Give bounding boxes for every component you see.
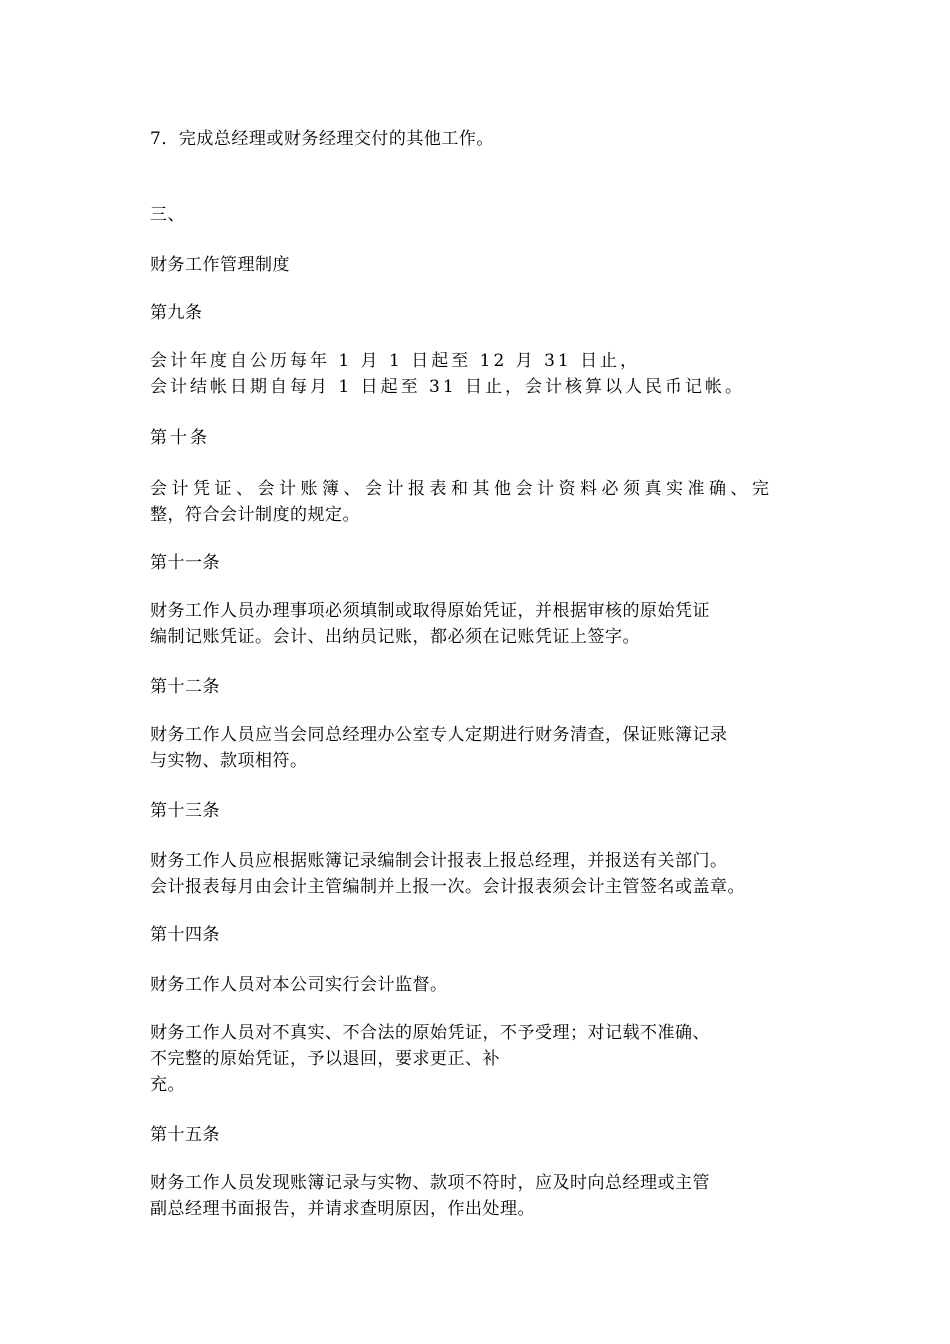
article-15-line-2: 副总经理书面报告，并请求查明原因，作出处理。 — [150, 1199, 535, 1219]
article-14-para2-line-2: 不完整的原始凭证，予以退回，要求更正、补 — [150, 1049, 500, 1069]
item-7-text: 7．完成总经理或财务经理交付的其他工作。 — [150, 129, 494, 149]
article-9-heading: 第九条 — [150, 303, 203, 323]
article-11-line-1: 财务工作人员办理事项必须填制或取得原始凭证，并根据审核的原始凭证 — [150, 601, 710, 621]
article-14-para2-line-3: 充。 — [150, 1075, 185, 1095]
article-15-line-1: 财务工作人员发现账簿记录与实物、款项不符时，应及时向总经理或主管 — [150, 1173, 710, 1193]
section-number: 三、 — [150, 205, 185, 225]
article-15-heading: 第十五条 — [150, 1125, 220, 1145]
article-13-line-2: 会计报表每月由会计主管编制并上报一次。会计报表须会计主管签名或盖章。 — [150, 877, 745, 897]
article-14-para2-line-1: 财务工作人员对不真实、不合法的原始凭证，不予受理；对记载不准确、 — [150, 1023, 710, 1043]
article-11-heading: 第十一条 — [150, 553, 220, 573]
article-13-line-1: 财务工作人员应根据账簿记录编制会计报表上报总经理，并报送有关部门。 — [150, 851, 728, 871]
article-12-line-2: 与实物、款项相符。 — [150, 751, 308, 771]
article-13-heading: 第十三条 — [150, 801, 220, 821]
article-10-heading: 第十条 — [150, 428, 210, 448]
article-10-line-1: 会计凭证、会计账簿、会计报表和其他会计资料必须真实准确、完 — [150, 479, 774, 499]
article-10-line-2: 整，符合会计制度的规定。 — [150, 505, 360, 525]
article-12-heading: 第十二条 — [150, 677, 220, 697]
section-title: 财务工作管理制度 — [150, 255, 290, 275]
article-14-line-1: 财务工作人员对本公司实行会计监督。 — [150, 975, 448, 995]
article-9-line-2: 会计结帐日期自每月 1 日起至 31 日止，会计核算以人民币记帐。 — [150, 377, 746, 397]
article-12-line-1: 财务工作人员应当会同总经理办公室专人定期进行财务清查，保证账簿记录 — [150, 725, 728, 745]
article-9-line-1: 会计年度自公历每年 1 月 1 日起至 12 月 31 日止， — [150, 351, 641, 371]
article-11-line-2: 编制记账凭证。会计、出纳员记账，都必须在记账凭证上签字。 — [150, 627, 640, 647]
article-14-heading: 第十四条 — [150, 925, 220, 945]
